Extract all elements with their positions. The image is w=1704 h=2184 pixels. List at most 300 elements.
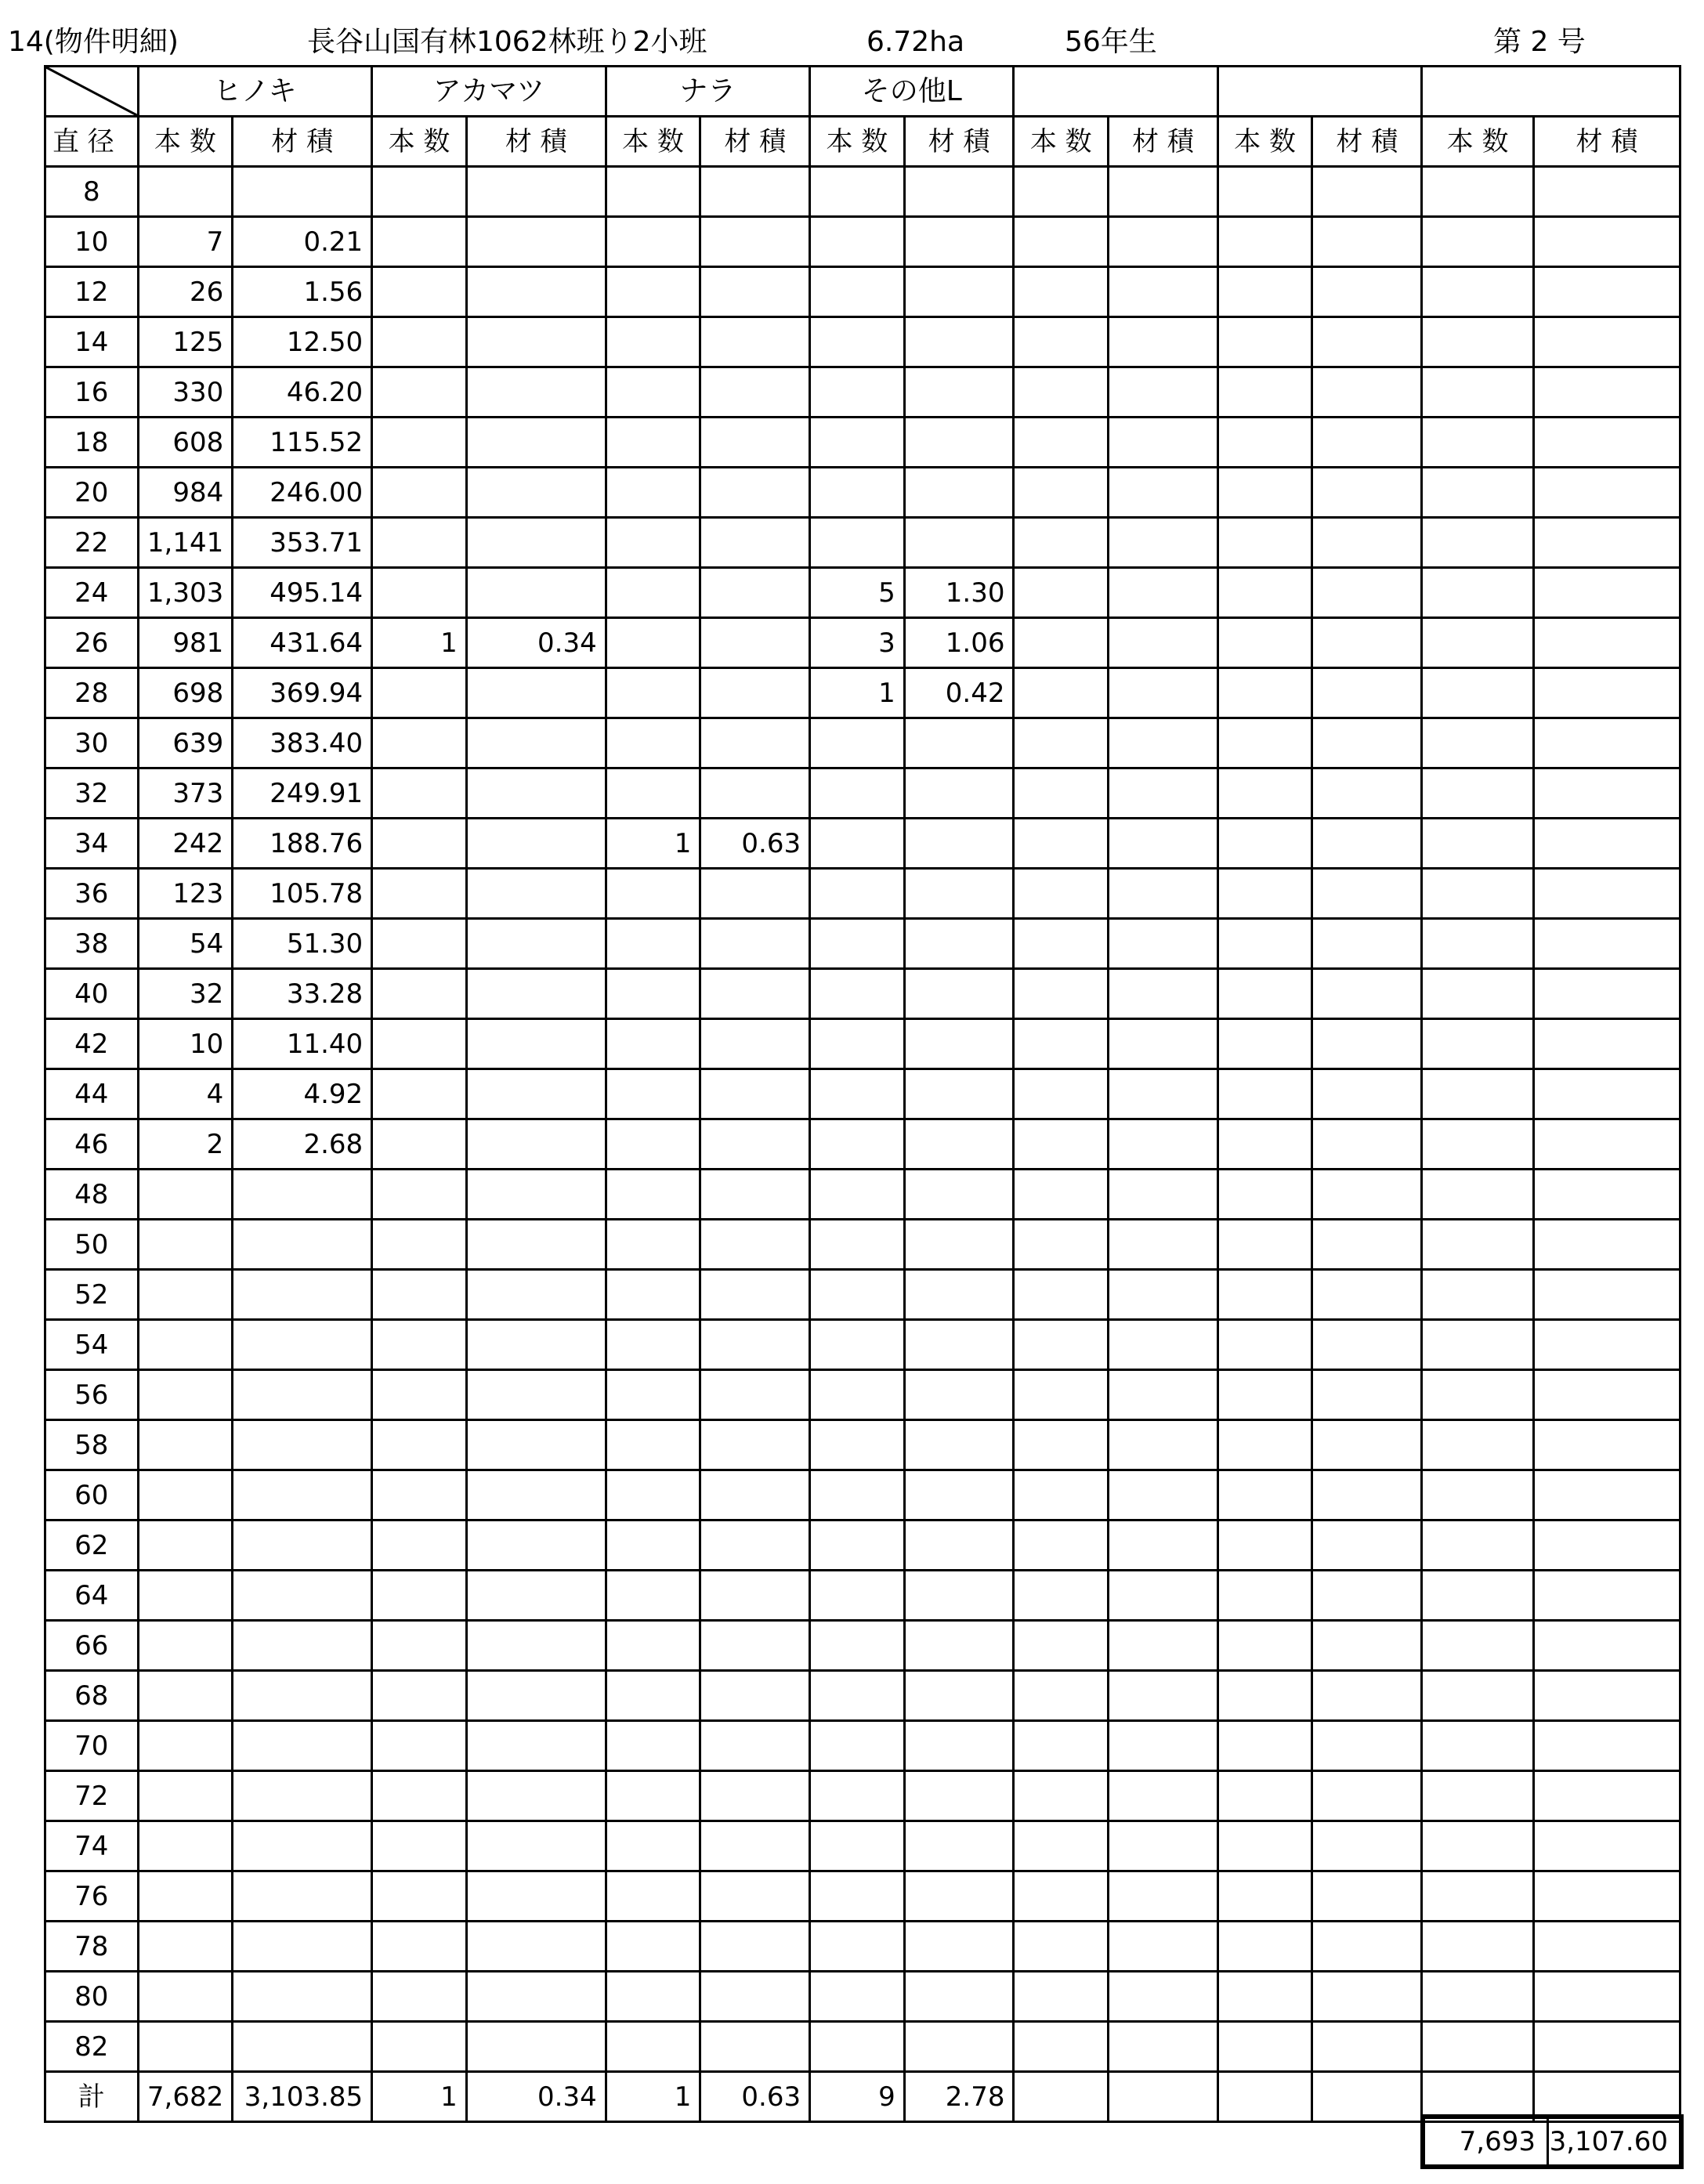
count-cell bbox=[1422, 1721, 1534, 1771]
volume-cell bbox=[1312, 1621, 1422, 1671]
count-cell bbox=[1014, 217, 1109, 267]
volume-cell bbox=[904, 1170, 1014, 1220]
volume-cell bbox=[700, 267, 810, 317]
count-cell bbox=[810, 1420, 905, 1470]
count-cell bbox=[1014, 1320, 1109, 1370]
count-cell bbox=[372, 1069, 467, 1119]
count-cell bbox=[1014, 1671, 1109, 1721]
volume-cell bbox=[1109, 1370, 1218, 1420]
count-cell bbox=[138, 1972, 233, 2022]
volume-cell bbox=[233, 1270, 372, 1320]
volume-cell bbox=[1312, 1972, 1422, 2022]
count-cell bbox=[810, 1972, 905, 2022]
count-cell bbox=[1217, 267, 1312, 317]
count-cell bbox=[1422, 1270, 1534, 1320]
diameter-cell: 12 bbox=[45, 267, 139, 317]
volume-cell bbox=[700, 1972, 810, 2022]
count-cell bbox=[372, 819, 467, 869]
volume-cell bbox=[700, 518, 810, 568]
volume-cell bbox=[233, 1470, 372, 1520]
volume-cell bbox=[233, 1972, 372, 2022]
count-cell bbox=[1422, 618, 1534, 668]
count-cell: 9 bbox=[810, 2072, 905, 2122]
volume-cell bbox=[466, 718, 606, 768]
volume-cell: 369.94 bbox=[233, 668, 372, 718]
table-row bbox=[45, 1420, 1680, 1470]
stand-age: 56年生 bbox=[1065, 26, 1157, 58]
count-cell: 1,303 bbox=[138, 568, 233, 618]
count-cell bbox=[1422, 1871, 1534, 1922]
volume-cell bbox=[1312, 1721, 1422, 1771]
count-cell bbox=[1217, 1520, 1312, 1571]
count-cell bbox=[810, 1170, 905, 1220]
volume-cell bbox=[466, 1671, 606, 1721]
volume-header: 材 積 bbox=[700, 117, 810, 167]
volume-cell bbox=[700, 668, 810, 718]
count-cell bbox=[1217, 1420, 1312, 1470]
count-cell bbox=[810, 768, 905, 819]
species-header-row bbox=[45, 67, 1680, 117]
volume-cell bbox=[1109, 2072, 1218, 2122]
volume-header: 材 積 bbox=[1312, 117, 1422, 167]
volume-cell bbox=[904, 1721, 1014, 1771]
volume-cell bbox=[1312, 468, 1422, 518]
count-cell bbox=[1422, 919, 1534, 969]
table-row bbox=[45, 1270, 1680, 1320]
volume-cell: 495.14 bbox=[233, 568, 372, 618]
count-cell bbox=[1217, 1170, 1312, 1220]
count-cell bbox=[606, 1871, 700, 1922]
volume-cell bbox=[466, 1170, 606, 1220]
volume-cell bbox=[1312, 1019, 1422, 1069]
count-cell bbox=[1422, 969, 1534, 1019]
volume-cell bbox=[904, 1370, 1014, 1420]
diameter-cell: 58 bbox=[45, 1420, 139, 1470]
count-cell bbox=[810, 1270, 905, 1320]
volume-cell bbox=[904, 1771, 1014, 1821]
volume-cell bbox=[904, 1520, 1014, 1571]
volume-cell bbox=[466, 1320, 606, 1370]
diameter-cell: 78 bbox=[45, 1922, 139, 1972]
count-cell bbox=[1014, 1069, 1109, 1119]
volume-cell bbox=[1533, 518, 1680, 568]
volume-cell bbox=[1312, 1821, 1422, 1871]
species-header bbox=[1014, 67, 1217, 117]
count-cell bbox=[1014, 1220, 1109, 1270]
count-cell bbox=[1217, 2022, 1312, 2072]
table-row bbox=[45, 768, 1680, 819]
volume-cell bbox=[1533, 1320, 1680, 1370]
volume-cell: 3,103.85 bbox=[233, 2072, 372, 2122]
volume-cell bbox=[466, 1771, 606, 1821]
volume-cell bbox=[1109, 267, 1218, 317]
volume-cell bbox=[700, 1922, 810, 1972]
volume-cell bbox=[466, 1571, 606, 1621]
count-cell bbox=[1217, 1270, 1312, 1320]
table-row bbox=[45, 1871, 1680, 1922]
count-cell bbox=[1422, 668, 1534, 718]
count-header: 本 数 bbox=[372, 117, 467, 167]
volume-cell bbox=[904, 1922, 1014, 1972]
diameter-cell: 42 bbox=[45, 1019, 139, 1069]
volume-cell bbox=[1312, 2022, 1422, 2072]
count-cell bbox=[1014, 1972, 1109, 2022]
count-cell bbox=[138, 1320, 233, 1370]
count-cell bbox=[1217, 1922, 1312, 1972]
count-cell bbox=[810, 267, 905, 317]
table-row bbox=[45, 1170, 1680, 1220]
count-cell bbox=[138, 1922, 233, 1972]
volume-cell bbox=[700, 1170, 810, 1220]
count-cell bbox=[1422, 1320, 1534, 1370]
volume-cell bbox=[466, 1821, 606, 1871]
volume-header: 材 積 bbox=[466, 117, 606, 167]
volume-cell bbox=[1109, 1119, 1218, 1170]
volume-cell bbox=[904, 367, 1014, 418]
count-cell bbox=[606, 1671, 700, 1721]
count-cell bbox=[810, 1671, 905, 1721]
volume-cell bbox=[1533, 969, 1680, 1019]
count-cell bbox=[1217, 1771, 1312, 1821]
volume-cell bbox=[700, 367, 810, 418]
count-cell bbox=[810, 1520, 905, 1571]
volume-cell bbox=[904, 418, 1014, 468]
volume-cell bbox=[1312, 1520, 1422, 1571]
volume-cell bbox=[466, 1972, 606, 2022]
volume-cell bbox=[1533, 1069, 1680, 1119]
volume-cell bbox=[233, 1571, 372, 1621]
count-cell bbox=[372, 1922, 467, 1972]
count-cell bbox=[810, 1470, 905, 1520]
volume-header: 材 積 bbox=[904, 117, 1014, 167]
count-cell bbox=[138, 1771, 233, 1821]
count-cell bbox=[606, 1520, 700, 1571]
volume-cell bbox=[233, 1821, 372, 1871]
volume-cell bbox=[700, 1871, 810, 1922]
table-row bbox=[45, 568, 1680, 618]
count-cell bbox=[1422, 518, 1534, 568]
volume-cell bbox=[1312, 1571, 1422, 1621]
volume-cell bbox=[700, 1771, 810, 1821]
volume-cell bbox=[1312, 1922, 1422, 1972]
volume-cell bbox=[1109, 819, 1218, 869]
area-value: 6.72ha bbox=[866, 26, 965, 58]
count-cell: 981 bbox=[138, 618, 233, 668]
count-header: 本 数 bbox=[138, 117, 233, 167]
count-cell bbox=[138, 1520, 233, 1571]
volume-cell bbox=[700, 869, 810, 919]
count-cell: 5 bbox=[810, 568, 905, 618]
column-header-row bbox=[45, 117, 1680, 167]
volume-cell bbox=[466, 1520, 606, 1571]
count-cell bbox=[1014, 568, 1109, 618]
count-cell: 608 bbox=[138, 418, 233, 468]
diameter-cell: 82 bbox=[45, 2022, 139, 2072]
volume-cell: 33.28 bbox=[233, 969, 372, 1019]
volume-cell bbox=[904, 468, 1014, 518]
count-cell bbox=[1217, 1119, 1312, 1170]
count-cell: 1 bbox=[372, 2072, 467, 2122]
diameter-cell: 52 bbox=[45, 1270, 139, 1320]
count-cell bbox=[1217, 518, 1312, 568]
volume-cell bbox=[1109, 2022, 1218, 2072]
count-cell bbox=[1014, 1420, 1109, 1470]
count-cell bbox=[1217, 1470, 1312, 1520]
volume-cell bbox=[1312, 718, 1422, 768]
volume-cell bbox=[904, 1270, 1014, 1320]
volume-cell bbox=[466, 1019, 606, 1069]
count-cell bbox=[1014, 1621, 1109, 1671]
volume-cell bbox=[1109, 1972, 1218, 2022]
volume-cell bbox=[904, 1470, 1014, 1520]
volume-cell bbox=[904, 1420, 1014, 1470]
volume-cell bbox=[700, 1270, 810, 1320]
count-cell bbox=[1217, 317, 1312, 367]
count-cell bbox=[1014, 468, 1109, 518]
diameter-cell: 20 bbox=[45, 468, 139, 518]
volume-cell bbox=[1109, 317, 1218, 367]
count-cell bbox=[810, 518, 905, 568]
count-cell: 1 bbox=[372, 618, 467, 668]
count-cell bbox=[138, 1220, 233, 1270]
count-cell bbox=[606, 1019, 700, 1069]
diameter-header: 直 径 bbox=[45, 117, 139, 167]
table-row bbox=[45, 1671, 1680, 1721]
count-cell bbox=[138, 2022, 233, 2072]
volume-cell bbox=[233, 1520, 372, 1571]
volume-cell bbox=[466, 1370, 606, 1420]
table-row bbox=[45, 1520, 1680, 1571]
volume-cell: 11.40 bbox=[233, 1019, 372, 1069]
count-cell bbox=[372, 919, 467, 969]
count-cell bbox=[810, 367, 905, 418]
count-cell bbox=[1422, 1370, 1534, 1420]
count-cell bbox=[1422, 1170, 1534, 1220]
volume-cell bbox=[1312, 1270, 1422, 1320]
count-cell bbox=[1014, 1270, 1109, 1320]
volume-cell bbox=[1312, 869, 1422, 919]
table-row bbox=[45, 468, 1680, 518]
volume-cell bbox=[1312, 1220, 1422, 1270]
count-cell: 26 bbox=[138, 267, 233, 317]
diameter-cell: 56 bbox=[45, 1370, 139, 1420]
count-cell bbox=[606, 2022, 700, 2072]
count-cell bbox=[606, 869, 700, 919]
diameter-cell: 74 bbox=[45, 1821, 139, 1871]
count-cell bbox=[1217, 1821, 1312, 1871]
volume-cell bbox=[904, 267, 1014, 317]
count-cell bbox=[372, 1270, 467, 1320]
count-cell bbox=[606, 668, 700, 718]
volume-cell bbox=[1533, 869, 1680, 919]
table-row bbox=[45, 668, 1680, 718]
volume-cell bbox=[1533, 1721, 1680, 1771]
count-cell bbox=[138, 1420, 233, 1470]
volume-cell bbox=[1109, 1270, 1218, 1320]
diameter-cell: 50 bbox=[45, 1220, 139, 1270]
count-cell bbox=[1422, 1671, 1534, 1721]
volume-cell bbox=[466, 1871, 606, 1922]
volume-cell bbox=[1533, 1019, 1680, 1069]
volume-cell bbox=[700, 1019, 810, 1069]
volume-cell bbox=[1109, 869, 1218, 919]
volume-cell bbox=[700, 1370, 810, 1420]
count-cell bbox=[372, 1170, 467, 1220]
count-cell bbox=[1014, 1821, 1109, 1871]
count-cell bbox=[1422, 1821, 1534, 1871]
volume-cell bbox=[466, 167, 606, 217]
count-cell bbox=[372, 518, 467, 568]
count-cell bbox=[1217, 919, 1312, 969]
volume-cell bbox=[1109, 518, 1218, 568]
volume-cell bbox=[1312, 1671, 1422, 1721]
table-row bbox=[45, 1220, 1680, 1270]
volume-cell bbox=[466, 969, 606, 1019]
volume-cell bbox=[233, 2022, 372, 2072]
volume-cell bbox=[233, 167, 372, 217]
volume-cell bbox=[700, 568, 810, 618]
volume-cell: 0.34 bbox=[466, 2072, 606, 2122]
diameter-cell: 46 bbox=[45, 1119, 139, 1170]
count-cell bbox=[810, 919, 905, 969]
count-cell bbox=[810, 1621, 905, 1671]
volume-cell bbox=[1533, 1370, 1680, 1420]
count-cell bbox=[1217, 1320, 1312, 1370]
volume-cell bbox=[233, 1871, 372, 1922]
table-row bbox=[45, 1821, 1680, 1871]
count-cell bbox=[1014, 1470, 1109, 1520]
count-cell: 125 bbox=[138, 317, 233, 367]
volume-cell bbox=[1533, 819, 1680, 869]
volume-cell bbox=[700, 969, 810, 1019]
count-cell bbox=[372, 418, 467, 468]
count-cell bbox=[1217, 819, 1312, 869]
volume-cell bbox=[1109, 167, 1218, 217]
volume-cell bbox=[904, 1069, 1014, 1119]
count-cell bbox=[810, 869, 905, 919]
volume-cell bbox=[904, 1871, 1014, 1922]
volume-cell bbox=[1109, 568, 1218, 618]
count-cell bbox=[138, 1671, 233, 1721]
volume-cell bbox=[700, 217, 810, 267]
species-header: アカマツ bbox=[372, 67, 606, 117]
count-cell bbox=[1422, 1069, 1534, 1119]
count-cell: 4 bbox=[138, 1069, 233, 1119]
count-cell bbox=[138, 1170, 233, 1220]
count-cell bbox=[606, 568, 700, 618]
volume-cell: 12.50 bbox=[233, 317, 372, 367]
count-cell bbox=[372, 1972, 467, 2022]
volume-cell bbox=[466, 1721, 606, 1771]
diameter-cell: 計 bbox=[45, 2072, 139, 2122]
count-cell bbox=[1217, 869, 1312, 919]
count-cell bbox=[810, 317, 905, 367]
diameter-cell: 60 bbox=[45, 1470, 139, 1520]
count-cell bbox=[1217, 1370, 1312, 1420]
volume-cell: 2.78 bbox=[904, 2072, 1014, 2122]
diameter-cell: 70 bbox=[45, 1721, 139, 1771]
volume-cell: 249.91 bbox=[233, 768, 372, 819]
volume-cell bbox=[1312, 1370, 1422, 1420]
volume-header: 材 積 bbox=[1533, 117, 1680, 167]
count-cell bbox=[372, 1470, 467, 1520]
count-cell: 242 bbox=[138, 819, 233, 869]
diameter-cell: 34 bbox=[45, 819, 139, 869]
count-cell bbox=[1422, 568, 1534, 618]
volume-cell bbox=[466, 1470, 606, 1520]
volume-cell bbox=[700, 1320, 810, 1370]
volume-header: 材 積 bbox=[233, 117, 372, 167]
volume-cell bbox=[1533, 1871, 1680, 1922]
volume-cell bbox=[466, 1270, 606, 1320]
volume-cell: 105.78 bbox=[233, 869, 372, 919]
diameter-cell: 72 bbox=[45, 1771, 139, 1821]
count-cell bbox=[606, 1922, 700, 1972]
volume-cell bbox=[1533, 1270, 1680, 1320]
count-cell bbox=[372, 1821, 467, 1871]
count-cell bbox=[606, 1320, 700, 1370]
count-cell bbox=[1217, 718, 1312, 768]
volume-cell bbox=[1533, 1220, 1680, 1270]
diameter-cell: 24 bbox=[45, 568, 139, 618]
count-cell: 7 bbox=[138, 217, 233, 267]
count-cell bbox=[606, 618, 700, 668]
grand-total-count: 7,693 bbox=[1425, 2119, 1549, 2164]
count-cell bbox=[606, 1771, 700, 1821]
volume-cell bbox=[1109, 468, 1218, 518]
table-row bbox=[45, 819, 1680, 869]
count-cell bbox=[810, 1821, 905, 1871]
volume-cell bbox=[233, 1170, 372, 1220]
table-row bbox=[45, 1721, 1680, 1771]
count-cell bbox=[1422, 1119, 1534, 1170]
count-cell bbox=[1422, 367, 1534, 418]
count-cell bbox=[372, 568, 467, 618]
count-cell bbox=[1014, 518, 1109, 568]
volume-cell bbox=[904, 969, 1014, 1019]
volume-cell bbox=[466, 1922, 606, 1972]
count-cell bbox=[372, 1220, 467, 1270]
volume-cell: 51.30 bbox=[233, 919, 372, 969]
volume-cell bbox=[1533, 1771, 1680, 1821]
diameter-cell: 22 bbox=[45, 518, 139, 568]
count-cell bbox=[1422, 2022, 1534, 2072]
count-cell bbox=[606, 267, 700, 317]
count-cell bbox=[1014, 1721, 1109, 1771]
volume-cell bbox=[1109, 1821, 1218, 1871]
count-cell bbox=[606, 367, 700, 418]
count-cell bbox=[138, 1621, 233, 1671]
count-cell bbox=[606, 418, 700, 468]
volume-cell bbox=[1533, 317, 1680, 367]
count-cell bbox=[372, 768, 467, 819]
table-row bbox=[45, 919, 1680, 969]
diameter-cell: 26 bbox=[45, 618, 139, 668]
species-header bbox=[1422, 67, 1680, 117]
count-cell bbox=[1014, 418, 1109, 468]
volume-cell bbox=[1533, 2022, 1680, 2072]
count-cell bbox=[606, 1370, 700, 1420]
volume-cell bbox=[1109, 1420, 1218, 1470]
count-cell bbox=[606, 1270, 700, 1320]
count-cell bbox=[1014, 1370, 1109, 1420]
volume-cell bbox=[466, 1621, 606, 1671]
count-cell bbox=[1217, 1571, 1312, 1621]
volume-cell bbox=[1533, 1470, 1680, 1520]
diameter-cell: 32 bbox=[45, 768, 139, 819]
count-cell bbox=[1422, 869, 1534, 919]
volume-cell bbox=[466, 1220, 606, 1270]
